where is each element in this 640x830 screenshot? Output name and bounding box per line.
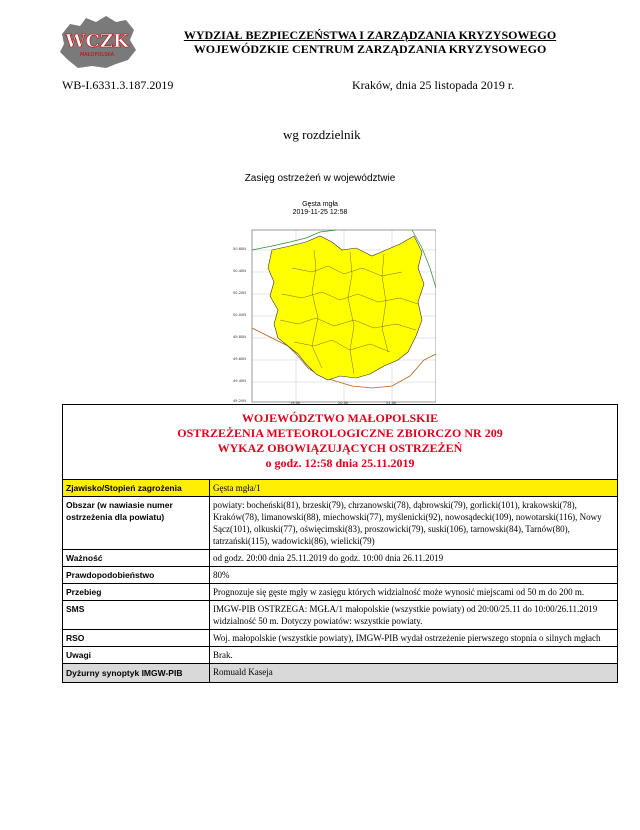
row-value: IMGW-PIB OSTRZEGA: MGŁA/1 małopolskie (wszystkie powiaty) od 20:00/25.11 do 10:00/26.11.2019 widzialność 50 m. Dotyczy powiatów: wszystkie powiaty.	[210, 601, 618, 630]
row-value: 80%	[210, 567, 618, 584]
row-label: Uwagi	[63, 647, 210, 664]
issue-time: o godz. 12:58 dnia 25.11.2019	[265, 456, 415, 470]
lat-label: 50.00N	[233, 313, 246, 317]
row-value: od godz. 20:00 dnia 25.11.2019 do godz. 10:00 dnia 26.11.2019	[210, 550, 618, 567]
reference-number: WB-I.6331.3.187.2019	[62, 78, 174, 92]
row-value: powiaty: bocheński(81), brzeski(79), chrzanowski(78), dąbrowski(79), gorlicki(101), krakowski(78), Kraków(78), limanowski(88), miechowski(77), myślenicki(92), nowosądecki(109), nowotarski(116), Nowy Sącz(101), olkuski(77), oświęcimski(83), proszowicki(79), suski(106), tarnowski(84), Tarnów(80), tatrzański(115), wadowicki(86), wielicki(79)	[210, 497, 618, 550]
place-date: Kraków, dnia 25 listopada 2019 r.	[352, 78, 515, 92]
letterhead	[150, 28, 590, 56]
row-value: Prognozuje się gęste mgły w zasięgu których widzialność może wynosić miejscami od 50 m do 200 m.	[210, 584, 618, 601]
table-row	[63, 601, 618, 630]
list-title: WYKAZ OBOWIĄZUJĄCYCH OSTRZEŻEŃ	[217, 441, 463, 455]
table-row	[63, 664, 618, 683]
row-label: RSO	[63, 630, 210, 647]
logo-subtext: MAŁOPOLSKA	[79, 52, 115, 58]
wczk-logo	[56, 14, 138, 70]
row-value: Romuald Kaseja	[210, 664, 618, 683]
map-subtitle	[0, 201, 640, 217]
row-label: Dyżurny synoptyk IMGW-PIB	[63, 664, 210, 683]
row-label: Zjawisko/Stopień zagrożenia	[63, 480, 210, 497]
voivodeship-title: WOJEWÓDZTWO MAŁOPOLSKIE	[241, 411, 439, 425]
table-row	[63, 567, 618, 584]
map-timestamp: 2019-11-25 12:58	[292, 209, 348, 216]
lon-label: 21.0E	[386, 401, 397, 404]
table-row	[63, 647, 618, 664]
row-label: Prawdopodobieństwo	[63, 567, 210, 584]
table-row	[63, 630, 618, 647]
row-value: Woj. małopolskie (wszystkie powiaty), IMGW-PIB wydał ostrzeżenie pierwszego stopnia o silnych mgłach	[210, 630, 618, 647]
logo-text: WCZK	[65, 31, 129, 52]
distribution-note: wg rozdzielnik	[283, 127, 361, 142]
row-value: Gęsta mgła/1	[210, 480, 618, 497]
lat-label: 50.20N	[233, 291, 246, 295]
warning-table	[62, 404, 618, 683]
table-row	[63, 550, 618, 567]
row-label: SMS	[63, 601, 210, 630]
map-title: Zasięg ostrzeżeń w województwie	[244, 173, 396, 184]
lat-label: 49.40N	[233, 379, 246, 383]
lat-label: 49.20N	[233, 399, 246, 403]
warning-map	[232, 228, 436, 404]
lat-label: 50.60N	[233, 247, 246, 251]
row-label: Ważność	[63, 550, 210, 567]
warning-header	[63, 405, 618, 480]
row-label: Przebieg	[63, 584, 210, 601]
lon-label: 20.0E	[338, 401, 349, 404]
lat-label: 49.80N	[233, 335, 246, 339]
lon-label: 19.0E	[290, 401, 301, 404]
row-value: Brak.	[210, 647, 618, 664]
row-label: Obszar (w nawiasie numer ostrzeżenia dla powiatu)	[63, 497, 210, 550]
warning-header-row	[63, 405, 618, 480]
table-row	[63, 584, 618, 601]
bulletin-title: OSTRZEŻENIA METEOROLOGICZNE ZBIORCZO NR 209	[177, 426, 503, 440]
lat-label: 50.40N	[233, 269, 246, 273]
table-row	[63, 497, 618, 550]
lat-label: 49.60N	[233, 357, 246, 361]
center-name: WOJEWÓDZKIE CENTRUM ZARZĄDZANIA KRYZYSOWEGO	[193, 42, 547, 56]
map-phenomenon: Gęsta mgła	[302, 201, 338, 208]
table-row	[63, 480, 618, 497]
department-name: WYDZIAŁ BEZPIECZEŃSTWA I ZARZĄDZANIA KRYZYSOWEGO	[183, 28, 557, 42]
